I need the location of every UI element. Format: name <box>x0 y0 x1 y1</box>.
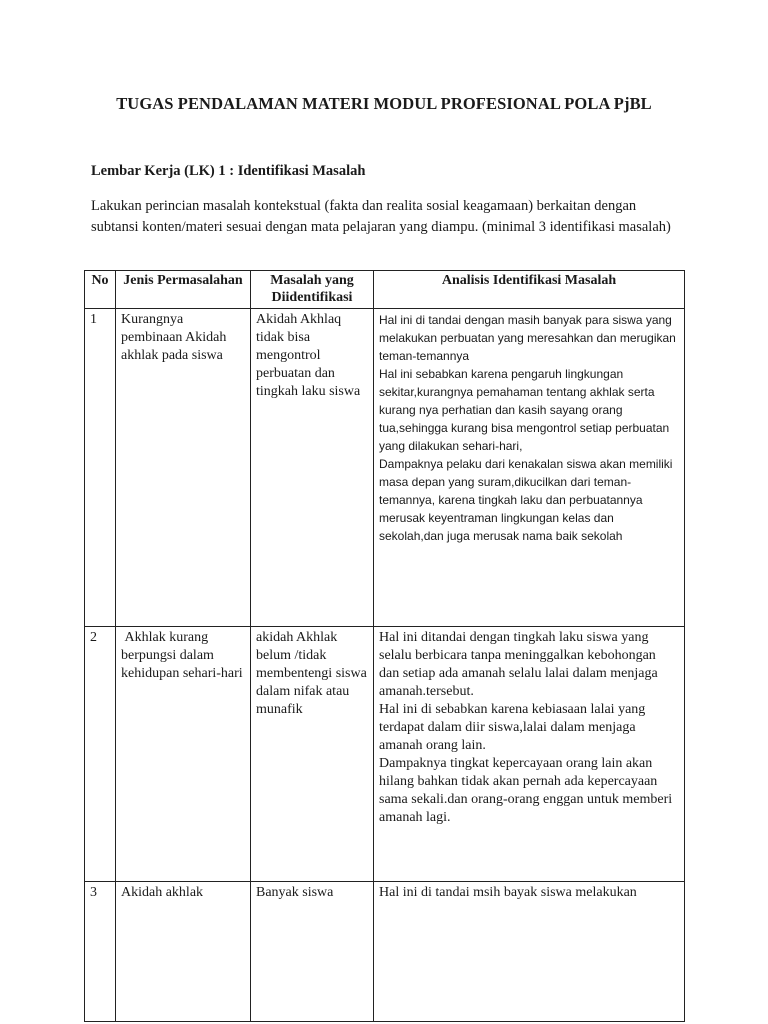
worksheet-subtitle: Lembar Kerja (LK) 1 : Identifikasi Masalah <box>91 163 366 179</box>
masalah-cell: Banyak siswa <box>251 882 374 1022</box>
jenis-cell: Akhlak kurang berpungsi dalam kehidupan sehari-hari <box>116 627 251 882</box>
analisis-cell: Hal ini di tandai dengan masih banyak para siswa yang melakukan perbuatan yang meresahkan dan merugikan teman-temannya Hal ini sebabkan karena pengaruh lingkungan sekitar,kurangnya pemahaman tentang akhlak serta kurang nya perhatian dan kasih sayang orang tua,sehingga kurang bisa mengontrol setiap perbuatan yang dilakukan sehari-hari, Dampaknya pelaku dari kenakalan siswa akan memiliki masa depan yang suram,dikucilkan dari teman-temannya, karena tingkah laku dan perbuatannya merusak keyentraman lingkungan kelas dan sekolah,dan juga merusak nama baik sekolah <box>374 309 685 627</box>
table-row <box>85 882 685 1022</box>
header-jenis-permasalahan: Jenis Permasalahan <box>116 271 251 309</box>
row-number: 1 <box>85 309 116 627</box>
table-header-row <box>85 271 685 309</box>
table-row <box>85 627 685 882</box>
analisis-cell: Hal ini di tandai msih bayak siswa melakukan <box>374 882 685 1022</box>
jenis-cell: Akidah akhlak <box>116 882 251 1022</box>
row-number: 3 <box>85 882 116 1022</box>
jenis-cell: Kurangnya pembinaan Akidah akhlak pada siswa <box>116 309 251 627</box>
header-masalah-diidentifikasi: Masalah yang Diidentifikasi <box>251 271 374 309</box>
analisis-cell: Hal ini ditandai dengan tingkah laku siswa yang selalu berbicara tanpa meninggalkan kebohongan dan setiap ada amanah selalu lalai dalam menjaga amanah.tersebut. Hal ini di sebabkan karena kebiasaan lalai yang terdapat dalam diir siswa,lalai dalam menjaga amanah orang lain. Dampaknya tingkat kepercayaan orang lain akan hilang bahkan tidak akan pernah ada kepercayaan sama sekali.dan orang-orang enggan untuk memberi amanah lagi. <box>374 627 685 882</box>
masalah-cell: akidah Akhlak belum /tidak membentengi siswa dalam nifak atau munafik <box>251 627 374 882</box>
document-title: TUGAS PENDALAMAN MATERI MODUL PROFESIONAL POLA PjBL <box>116 94 652 113</box>
header-no: No <box>85 271 116 309</box>
instruction-paragraph: Lakukan perincian masalah kontekstual (fakta dan realita sosial keagamaan) berkaitan dengan subtansi konten/materi sesuai dengan mata pelajaran yang diampu. (minimal 3 identifikasi masalah) <box>91 198 671 235</box>
header-analisis: Analisis Identifikasi Masalah <box>374 271 685 309</box>
row-number: 2 <box>85 627 116 882</box>
table-row <box>85 309 685 627</box>
problem-identification-table <box>84 270 685 1022</box>
masalah-cell: Akidah Akhlaq tidak bisa mengontrol perbuatan dan tingkah laku siswa <box>251 309 374 627</box>
